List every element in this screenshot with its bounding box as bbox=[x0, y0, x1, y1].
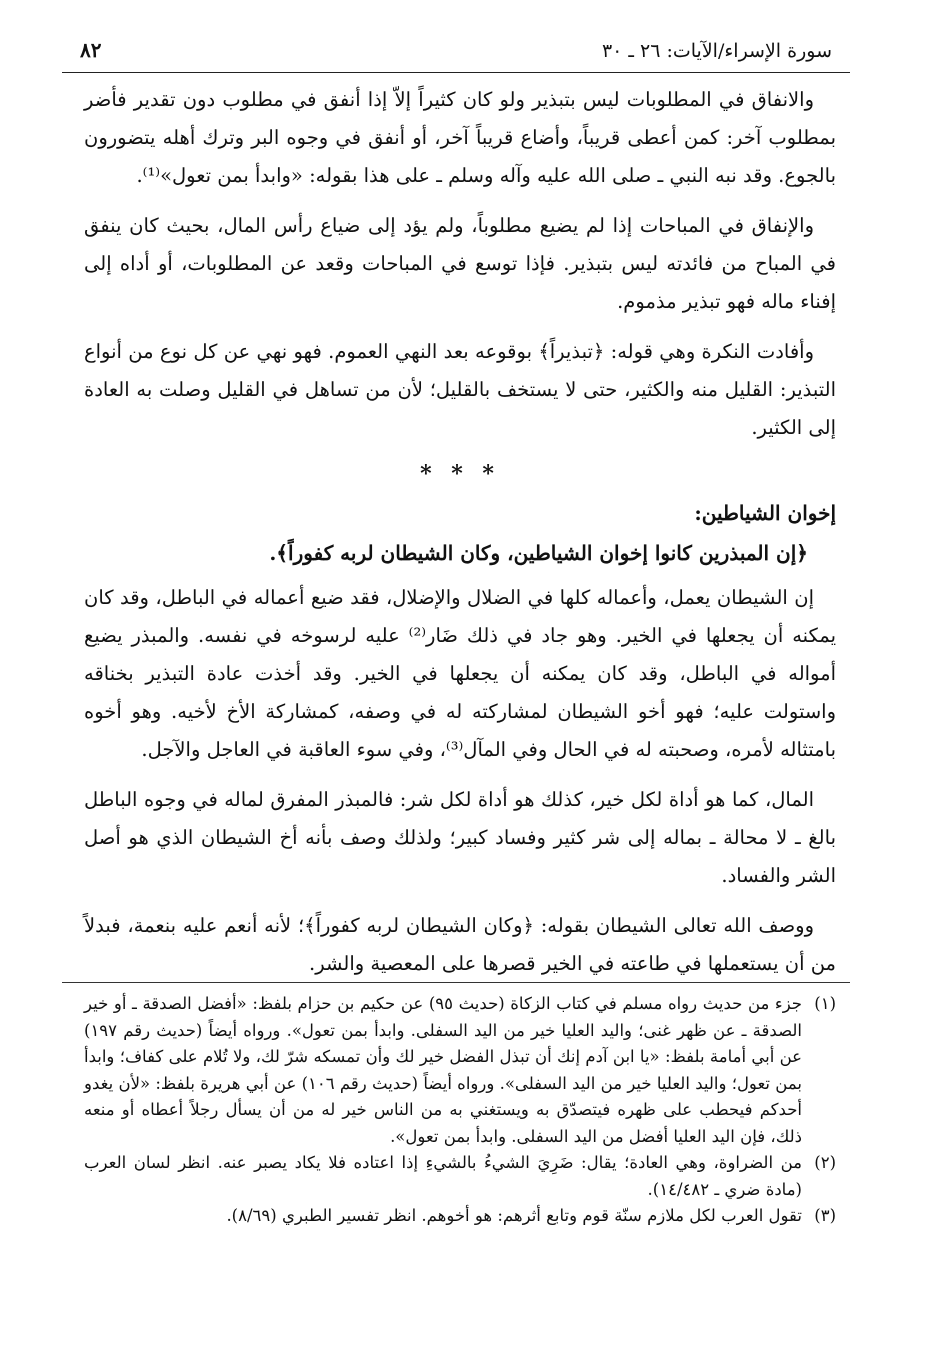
paragraph-2: والإنفاق في المباحات إذا لم يضيع مطلوباً، ولم يؤد إلى ضياع رأس المال، بحيث كان ينفق في المباح من فائدته ليس بتبذير. فإذا توسع في المباحات وقعد عن المطلوبات، أو أداه إلى إفناء ماله فهو تبذير مذموم. bbox=[84, 214, 836, 313]
footnote-text: تقول العرب لكل ملازم سنّة قوم وتابع أثرهم: هو أخوهم. انظر تفسير الطبري (٨/٦٩). bbox=[226, 1206, 802, 1225]
paragraph-3: وأفادت النكرة وهي قوله: ﴿تبذيراً﴾ بوقوعه بعد النهي العموم. فهو نهي عن كل نوع من أنواع التبذير: القليل منه والكثير، حتى لا يستخف بالقليل؛ لأن من تساهل في القليل وصلت به العادة إلى الكثير. bbox=[84, 340, 836, 439]
section-paragraph-3: ووصف الله تعالى الشيطان بقوله: ﴿وكان الشيطان لربه كفوراً﴾؛ لأنه أنعم عليه بنعمة، فبدلاً من أن يستعملها في طاعته في الخير قصرها على المعصية والشر. bbox=[84, 914, 836, 975]
section-paragraph-2: المال، كما هو أداة لكل خير، كذلك هو أداة لكل شر: فالمبذر المفرق لماله في وجوه الباطل بالغ ـ لا محالة ـ بماله إلى شر كثير وفساد كبير؛ ولذلك وصف بأنه أخ الشيطان الذي هو أصل الشر والفساد. bbox=[84, 788, 836, 887]
footnote bbox=[84, 1203, 836, 1230]
footnote-number: (٣) bbox=[814, 1206, 836, 1225]
book-page bbox=[62, 30, 850, 1350]
footnote bbox=[84, 1150, 836, 1203]
footnote-number: (٢) bbox=[814, 1153, 836, 1172]
footnote-text: من الضراوة، وهي العادة؛ يقال: ضَرِيَ الشيءُ بالشيءِ إذا اعتاده فلا يكاد يصبر عنه. انظر لسان العرب (مادة ضري ـ ١٤/٤٨٢). bbox=[84, 1153, 802, 1199]
section-separator: * * * bbox=[420, 461, 500, 487]
footnote bbox=[84, 991, 836, 1150]
paragraph-1: والانفاق في المطلوبات ليس بتبذير ولو كان كثيراً إلاّ إذا أنفق في مطلوب دون تقدير فأضر بمطلوب آخر: كمن أعطى قريباً، وأضاع قريباً آخر، أو أنفق في وجوه البر وترك أهله يتضورون بالجوع. وقد نبه النبي ـ صلى الله عليه وآله وسلم ـ على هذا بقوله: «وابدأ بمن تعول»⁽¹⁾. bbox=[84, 88, 836, 187]
quranic-verse: ﴿إن المبذرين كانوا إخوان الشياطين، وكان الشيطان لربه كفوراً﴾. bbox=[269, 541, 808, 565]
page-body bbox=[62, 73, 850, 983]
footnotes bbox=[62, 982, 850, 1230]
footnote-number: (١) bbox=[814, 994, 836, 1013]
section-paragraph-1: إن الشيطان يعمل، وأعماله كلها في الضلال والإضلال، فقد ضيع أعماله في الباطل، وقد كان يمكنه أن يجعلها في الخير. وهو جاد في ذلك ضَار⁽²⁾ عليه لرسوخه في نفسه. والمبذر يضيع أمواله في الباطل، وقد كان يمكنه أن يجعلها في الخير. وقد أخذت عادة التبذير بخناقه واستولت عليه؛ فهو أخو الشيطان لمشاركته له في وصفه، كمشاركة الأخ لأخيه. وهو أخوه بامتثاله لأمره، وصحبته له في الحال وفي المآل⁽³⁾، وفي سوء العاقبة في العاجل والآجل. bbox=[84, 586, 837, 761]
page-header bbox=[62, 30, 850, 73]
running-title: سورة الإسراء/الآيات: ٢٦ ـ ٣٠ bbox=[601, 40, 832, 62]
page-number: ٨٢ bbox=[80, 38, 102, 62]
footnote-text: جزء من حديث رواه مسلم في كتاب الزكاة (حديث ٩٥) عن حكيم بن حزام بلفظ: «أفضل الصدقة ـ أو خير الصدقة ـ عن ظهر غنى؛ واليد العليا خير من اليد السفلى. وابدأ بمن تعول». ورواه أيضاً (حديث رقم ١٩٧) عن أبي أمامة بلفظ: «يا ابن آدم إنك أن تبذل الفضل خير لك وأن تمسكه شرّ لك، ولا تُلام على كفاف؛ وابدأ بمن تعول؛ واليد العليا خير من اليد السفلى». ورواه أيضاً (حديث رقم ١٠٦) عن أبي هريرة بلفظ: «لأن يغدو أحدكم فيحطب على ظهره فيتصدّق به ويستغني به من الناس خير له من أن يسأل رجلاً أعطاه أو منعه ذلك، فإن اليد العليا أفضل من اليد السفلى. وابدأ بمن تعول». bbox=[84, 994, 802, 1146]
section-heading: إخوان الشياطين: bbox=[694, 501, 836, 525]
